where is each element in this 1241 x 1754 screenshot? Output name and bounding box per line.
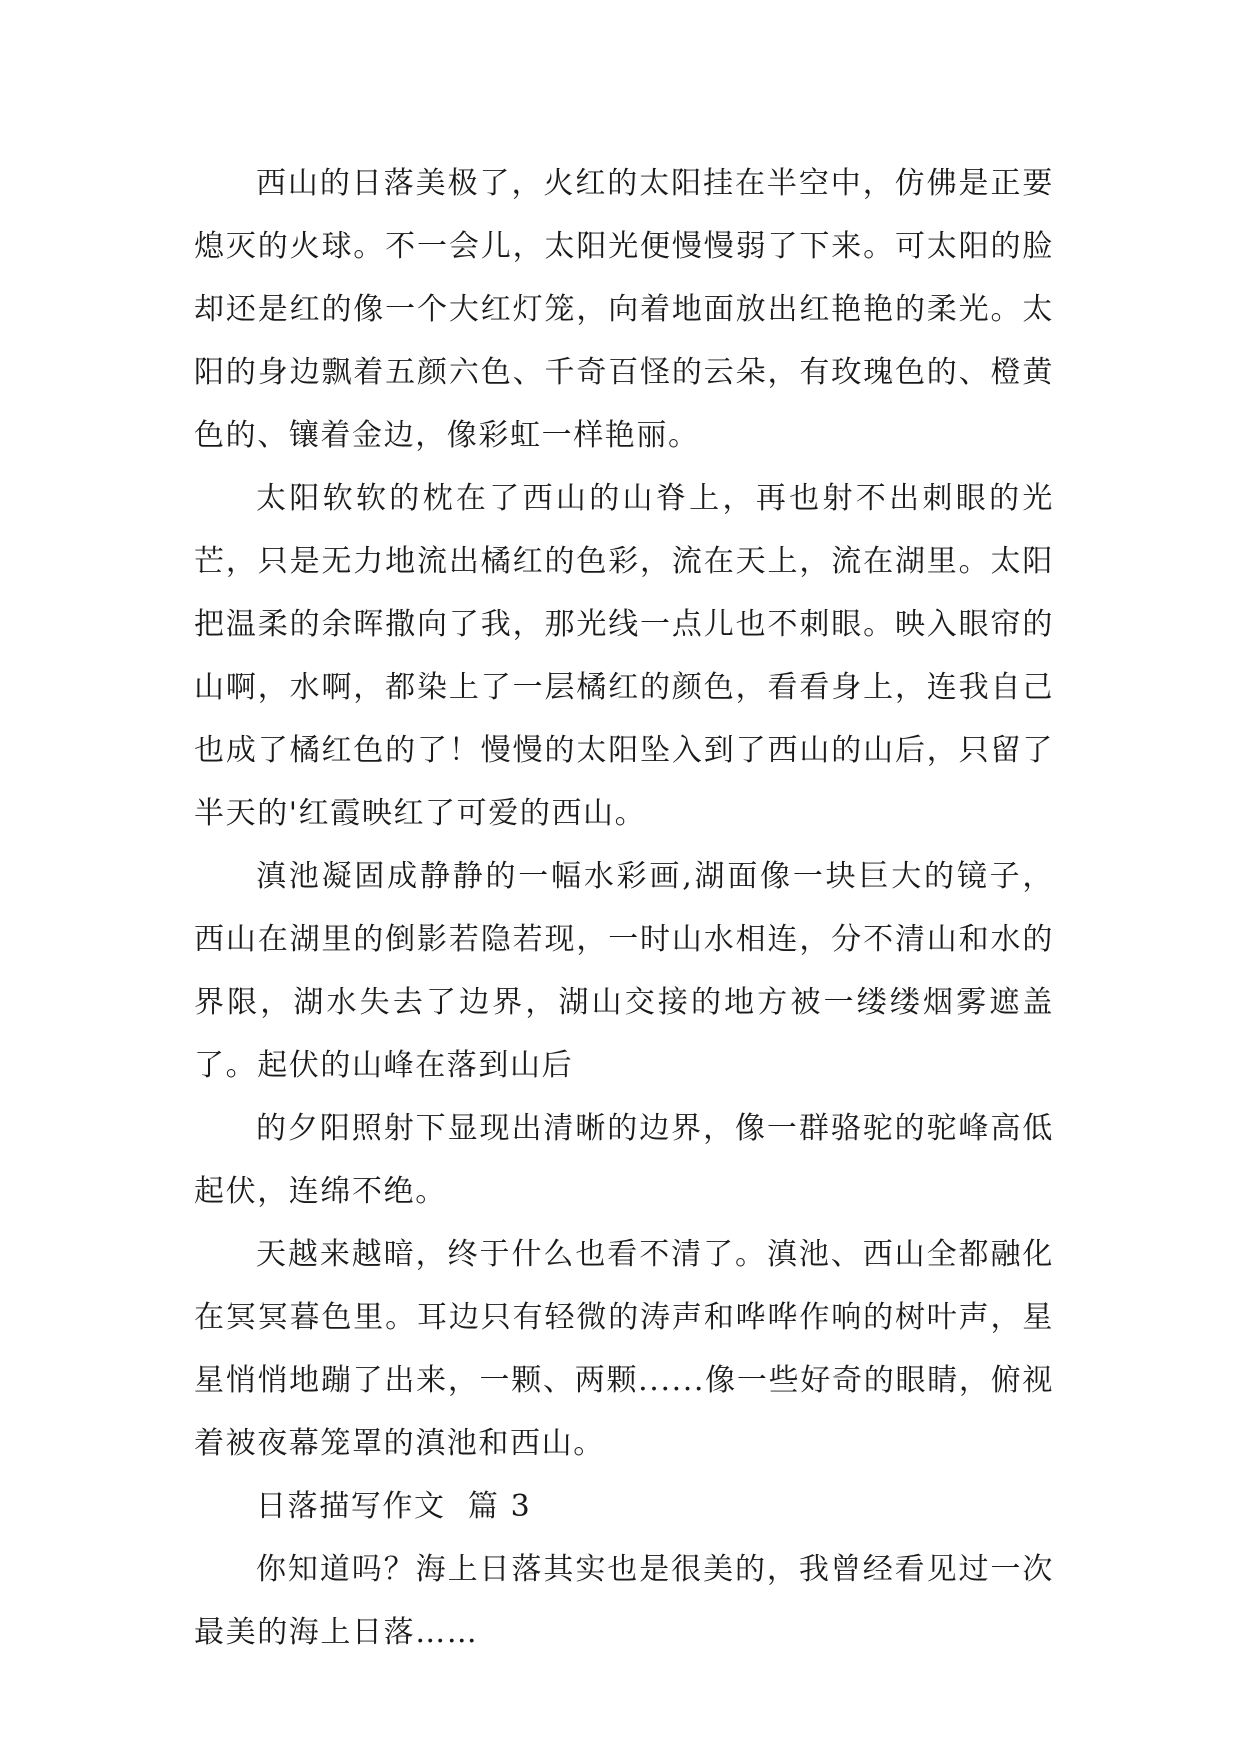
paragraph-nightfall: 天越来越暗，终于什么也看不清了。滇池、西山全都融化在冥冥暮色里。耳边只有轻微的涛声和哗哗作响的树叶声，星星悄悄地蹦了出来，一颗、两颗......像一些好奇的眼睛，俯视着被夜幕笼罩的滇池和西山。 xyxy=(194,1237,1054,1461)
paragraph-sun-on-ridge: 太阳软软的枕在了西山的山脊上，再也射不出刺眼的光芒，只是无力地流出橘红的色彩，流在天上，流在湖里。太阳把温柔的余晖撒向了我，那光线一点儿也不刺眼。映入眼帘的山啊，水啊，都染上了一层橘红的颜色，看看身上，连我自己也成了橘红色的了！慢慢的太阳坠入到了西山的山后，只留了半天的'红霞映红了可爱的西山。 xyxy=(194,481,1054,831)
section-heading: 日落描写作文 篇 3 xyxy=(256,1489,532,1524)
paragraph-dianchi-lake: 滇池凝固成静静的一幅水彩画,湖面像一块巨大的镜子，西山在湖里的倒影若隐若现，一时山水相连，分不清山和水的界限，湖水失去了边界，湖山交接的地方被一缕缕烟雾遮盖了。起伏的山峰在落到山后 xyxy=(194,859,1054,1083)
paragraph-sea-sunset: 你知道吗？海上日落其实也是很美的，我曾经看见过一次最美的海上日落…… xyxy=(194,1552,1054,1650)
document-body xyxy=(194,152,1054,1664)
paragraph-xishan-sunset: 西山的日落美极了，火红的太阳挂在半空中，仿佛是正要熄灭的火球。不一会儿，太阳光便慢慢弱了下来。可太阳的脸却还是红的像一个大红灯笼，向着地面放出红艳艳的柔光。太阳的身边飘着五颜六色、千奇百怪的云朵，有玫瑰色的、橙黄色的、镶着金边，像彩虹一样艳丽。 xyxy=(194,166,1054,453)
paragraph-camel-peaks: 的夕阳照射下显现出清晰的边界，像一群骆驼的驼峰高低起伏，连绵不绝。 xyxy=(194,1111,1054,1209)
